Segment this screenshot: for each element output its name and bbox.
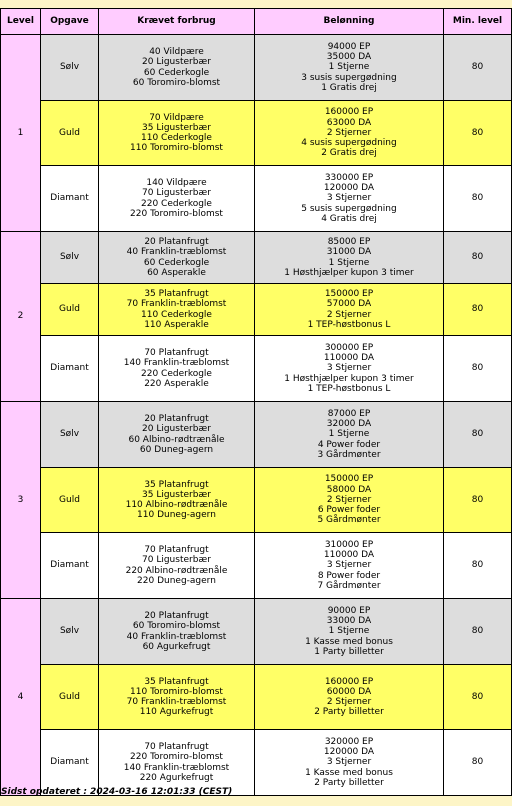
opgave-cell: Diamant [41,166,99,232]
belonning-item: 35000 DA [326,52,372,63]
belonning-item: 160000 EP [324,107,374,118]
belonning-cell [255,35,444,101]
forbrug-item: 70 Ligusterbær [142,555,211,566]
kraevet-forbrug-cell [99,101,255,166]
forbrug-item: 140 Franklin-træblomst [123,358,230,369]
belonning-item: 1 Kasse med bonus [305,636,393,647]
quest-row [1,101,512,166]
kraevet-forbrug-cell [99,599,255,665]
belonning-item: 57000 DA [326,299,372,310]
belonning-item: 330000 EP [324,172,374,183]
forbrug-item: 35 Ligusterbær [142,122,211,133]
min-level-cell: 80 [444,599,512,665]
belonning-cell [255,166,444,232]
min-level-cell: 80 [444,232,512,284]
belonning-item: 300000 EP [324,342,374,353]
belonning-cell [255,101,444,166]
belonning-item: 1 Høsthjælper kupon 3 timer [284,373,414,384]
quest-row [1,166,512,232]
forbrug-item: 110 Toromiro-blomst [130,143,223,154]
kraevet-forbrug-cell [99,730,255,796]
kraevet-forbrug-cell [99,284,255,336]
forbrug-item: 20 Platanfrugt [144,611,209,622]
min-level-cell: 80 [444,284,512,336]
forbrug-item: 70 Platanfrugt [144,348,209,359]
belonning-item: 310000 EP [324,539,374,550]
forbrug-item: 220 Albino-rødtrænåle [125,565,228,576]
belonning-item: 6 Power foder [317,505,381,516]
header-belonning: Belønning [255,9,444,35]
opgave-cell: Diamant [41,533,99,599]
forbrug-item: 20 Platanfrugt [144,237,209,248]
quest-row [1,665,512,730]
belonning-item: 120000 DA [323,747,375,758]
belonning-cell [255,533,444,599]
quest-row [1,35,512,101]
forbrug-item: 20 Ligusterbær [142,57,211,68]
belonning-item: 3 Stjerner [326,193,372,204]
belonning-cell [255,402,444,468]
forbrug-item: 220 Duneg-agern [137,575,216,586]
belonning-item: 160000 EP [324,676,374,687]
belonning-item: 2 Stjerner [326,309,372,320]
belonning-cell [255,232,444,284]
kraevet-forbrug-cell [99,533,255,599]
forbrug-item: 110 Cederkogle [141,309,212,320]
opgave-cell: Sølv [41,35,99,101]
forbrug-item: 70 Franklin-træblomst [126,697,227,707]
belonning-item: 1 TEP-høstbonus L [307,319,391,330]
belonning-item: 2 Party billetter [314,707,384,718]
belonning-item: 3 Stjerner [326,560,372,571]
kraevet-forbrug-cell [99,35,255,101]
min-level-cell: 80 [444,166,512,232]
belonning-item: 4 susis supergødning [301,138,397,149]
belonning-cell [255,730,444,796]
kraevet-forbrug-cell [99,232,255,284]
belonning-item: 63000 DA [326,117,372,128]
belonning-item: 110000 DA [323,353,375,364]
belonning-item: 85000 EP [327,237,371,248]
belonning-item: 5 Gårdmønter [317,515,381,526]
belonning-item: 90000 EP [327,605,371,616]
belonning-item: 2 Party billetter [314,777,384,788]
belonning-item: 3 Stjerner [326,363,372,374]
belonning-cell [255,284,444,336]
min-level-cell: 80 [444,730,512,796]
forbrug-item: 60 Agurkefrugt [142,641,211,652]
quest-row [1,468,512,533]
belonning-item: 120000 DA [323,183,375,194]
opgave-cell: Diamant [41,730,99,796]
quest-row [1,336,512,402]
min-level-cell: 80 [444,35,512,101]
header-kraevet-forbrug: Krævet forbrug [99,9,255,35]
level-cell: 2 [1,232,41,402]
kraevet-forbrug-cell [99,336,255,402]
opgave-cell: Guld [41,468,99,533]
belonning-item: 31000 DA [326,247,372,258]
min-level-cell: 80 [444,665,512,730]
belonning-item: 1 TEP-høstbonus L [307,383,391,394]
forbrug-item: 40 Franklin-træblomst [126,247,227,258]
quest-table-body [1,35,512,796]
forbrug-item: 110 Agurkefrugt [139,707,214,718]
belonning-item: 2 Gratis drej [321,148,377,159]
forbrug-item: 110 Asperakle [144,319,209,330]
belonning-item: 8 Power foder [317,570,381,581]
belonning-item: 2 Stjerner [326,697,372,707]
forbrug-item: 70 Vildpære [149,112,204,123]
last-updated-footer: Sidst opdateret : 2024-03-16 12:01:33 (CEST) [1,787,233,797]
belonning-item: 3 Gårdmønter [317,449,381,460]
min-level-cell: 80 [444,336,512,402]
forbrug-item: 40 Vildpære [149,47,204,58]
belonning-item: 1 Party billetter [314,646,384,657]
opgave-cell: Guld [41,665,99,730]
forbrug-item: 60 Duneg-agern [139,444,214,455]
belonning-item: 1 Høsthjælper kupon 3 timer [284,267,414,278]
forbrug-item: 70 Platanfrugt [144,545,209,556]
header-level: Level [1,9,41,35]
forbrug-item: 70 Ligusterbær [142,188,211,199]
belonning-item: 87000 EP [327,408,371,419]
forbrug-item: 110 Albino-rødtrænåle [125,500,228,510]
forbrug-item: 220 Cederkogle [141,368,212,379]
opgave-cell: Sølv [41,402,99,468]
belonning-item: 33000 DA [326,616,372,627]
belonning-cell [255,468,444,533]
kraevet-forbrug-cell [99,166,255,232]
opgave-cell: Guld [41,284,99,336]
belonning-item: 2 Stjerner [326,127,372,138]
belonning-item: 7 Gårdmønter [317,580,381,591]
forbrug-item: 60 Toromiro-blomst [132,77,221,88]
kraevet-forbrug-cell [99,665,255,730]
kraevet-forbrug-cell [99,402,255,468]
belonning-item: 1 Stjerne [328,626,370,637]
belonning-item: 150000 EP [324,474,374,485]
belonning-item: 60000 DA [326,686,372,697]
forbrug-item: 60 Albino-rødtrænåle [128,434,225,445]
forbrug-item: 220 Agurkefrugt [139,772,214,783]
level-cell: 1 [1,35,41,232]
belonning-item: 4 Gratis drej [321,213,377,224]
quest-row [1,402,512,468]
quest-row [1,232,512,284]
forbrug-item: 60 Cederkogle [143,67,210,78]
belonning-item: 32000 DA [326,419,372,430]
kraevet-forbrug-cell [99,468,255,533]
belonning-item: 150000 EP [324,289,374,300]
quest-row [1,533,512,599]
forbrug-item: 35 Ligusterbær [142,489,211,500]
header-row [1,9,512,35]
belonning-item: 1 Stjerne [328,429,370,440]
header-opgave: Opgave [41,9,99,35]
quest-row [1,730,512,796]
opgave-cell: Diamant [41,336,99,402]
belonning-item: 1 Gratis drej [321,82,377,93]
belonning-item: 110000 DA [323,550,375,561]
min-level-cell: 80 [444,101,512,166]
belonning-cell [255,665,444,730]
quest-row [1,599,512,665]
forbrug-item: 60 Toromiro-blomst [132,621,221,632]
forbrug-item: 35 Platanfrugt [144,676,209,687]
forbrug-item: 220 Toromiro-blomst [130,208,223,219]
forbrug-item: 220 Cederkogle [141,198,212,209]
forbrug-item: 140 Franklin-træblomst [123,762,230,773]
belonning-item: 1 Kasse med bonus [305,767,393,778]
forbrug-item: 110 Cederkogle [141,133,212,143]
opgave-cell: Sølv [41,599,99,665]
forbrug-item: 20 Ligusterbær [142,424,211,435]
forbrug-item: 140 Vildpære [146,178,207,189]
belonning-cell [255,336,444,402]
belonning-item: 1 Stjerne [328,62,370,73]
header-min-level: Min. level [444,9,512,35]
opgave-cell: Guld [41,101,99,166]
belonning-item: 58000 DA [326,484,372,495]
forbrug-item: 70 Franklin-træblomst [126,299,227,310]
forbrug-item: 70 Platanfrugt [144,742,209,753]
forbrug-item: 220 Asperakle [144,378,209,389]
belonning-item: 2 Stjerner [326,494,372,505]
forbrug-item: 110 Duneg-agern [137,510,216,521]
min-level-cell: 80 [444,468,512,533]
forbrug-item: 35 Platanfrugt [144,479,209,490]
opgave-cell: Sølv [41,232,99,284]
belonning-item: 4 Power foder [317,439,381,450]
forbrug-item: 220 Toromiro-blomst [130,752,223,763]
forbrug-item: 60 Cederkogle [143,257,210,268]
belonning-item: 320000 EP [324,736,374,747]
forbrug-item: 110 Toromiro-blomst [130,686,223,697]
belonning-item: 94000 EP [327,41,371,52]
quest-table [0,8,512,796]
forbrug-item: 40 Franklin-træblomst [126,631,227,642]
forbrug-item: 35 Platanfrugt [144,289,209,300]
belonning-item: 5 susis supergødning [301,203,397,214]
belonning-item: 3 susis supergødning [301,72,397,83]
belonning-item: 3 Stjerner [326,757,372,768]
quest-row [1,284,512,336]
belonning-cell [255,599,444,665]
min-level-cell: 80 [444,402,512,468]
level-cell: 4 [1,599,41,796]
belonning-item: 1 Stjerne [328,257,370,268]
level-cell: 3 [1,402,41,599]
forbrug-item: 20 Platanfrugt [144,414,209,425]
min-level-cell: 80 [444,533,512,599]
forbrug-item: 60 Asperakle [147,267,206,278]
